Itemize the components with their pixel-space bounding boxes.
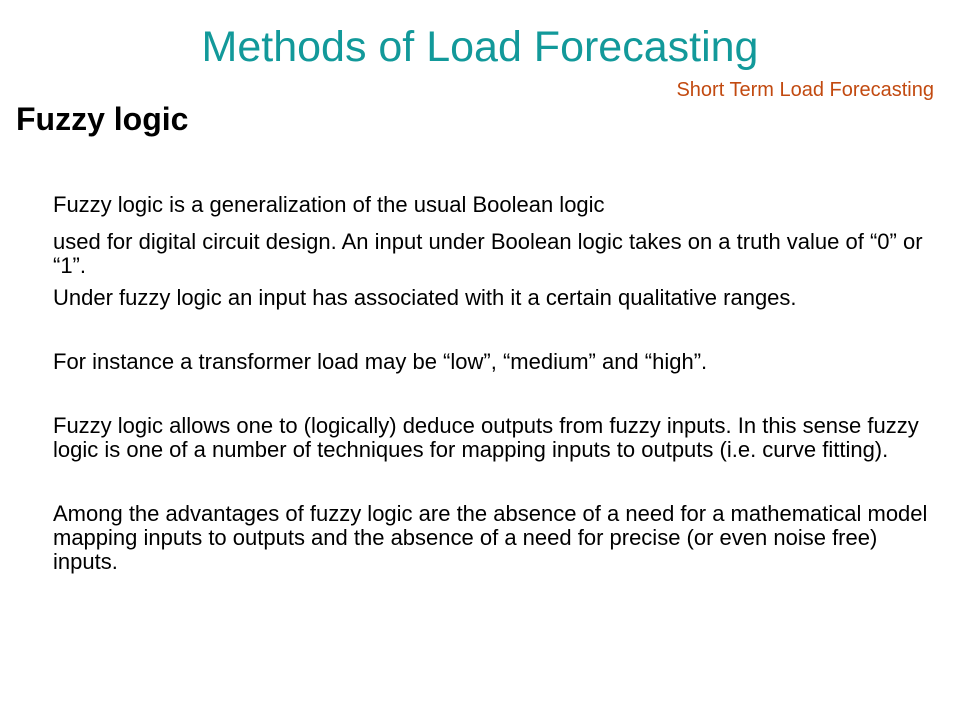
paragraph-deduction: Fuzzy logic allows one to (logically) deduce outputs from fuzzy inputs. In this sense fuzzy logic is one of a number of techniques for mapping inputs to outputs (i.e. curve fitting). xyxy=(53,413,919,462)
paragraph-definition: Fuzzy logic is a generalization of the usual Boolean logic xyxy=(53,192,605,217)
slide-title: Methods of Load Forecasting xyxy=(201,23,759,71)
slide-body xyxy=(53,193,943,574)
paragraph-boolean: used for digital circuit design. An input under Boolean logic takes on a truth value of “0” or “1”. xyxy=(53,229,923,278)
section-heading: Fuzzy logic xyxy=(16,101,189,137)
paragraph-advantages: Among the advantages of fuzzy logic are the absence of a need for a mathematical model mapping inputs to outputs and the absence of a need for precise (or even noise free) inputs. xyxy=(53,501,928,574)
slide-subtitle: Short Term Load Forecasting xyxy=(676,79,934,101)
paragraph-qualitative-ranges: Under fuzzy logic an input has associated with it a certain qualitative ranges. xyxy=(53,285,797,310)
paragraph-example: For instance a transformer load may be “low”, “medium” and “high”. xyxy=(53,349,708,374)
